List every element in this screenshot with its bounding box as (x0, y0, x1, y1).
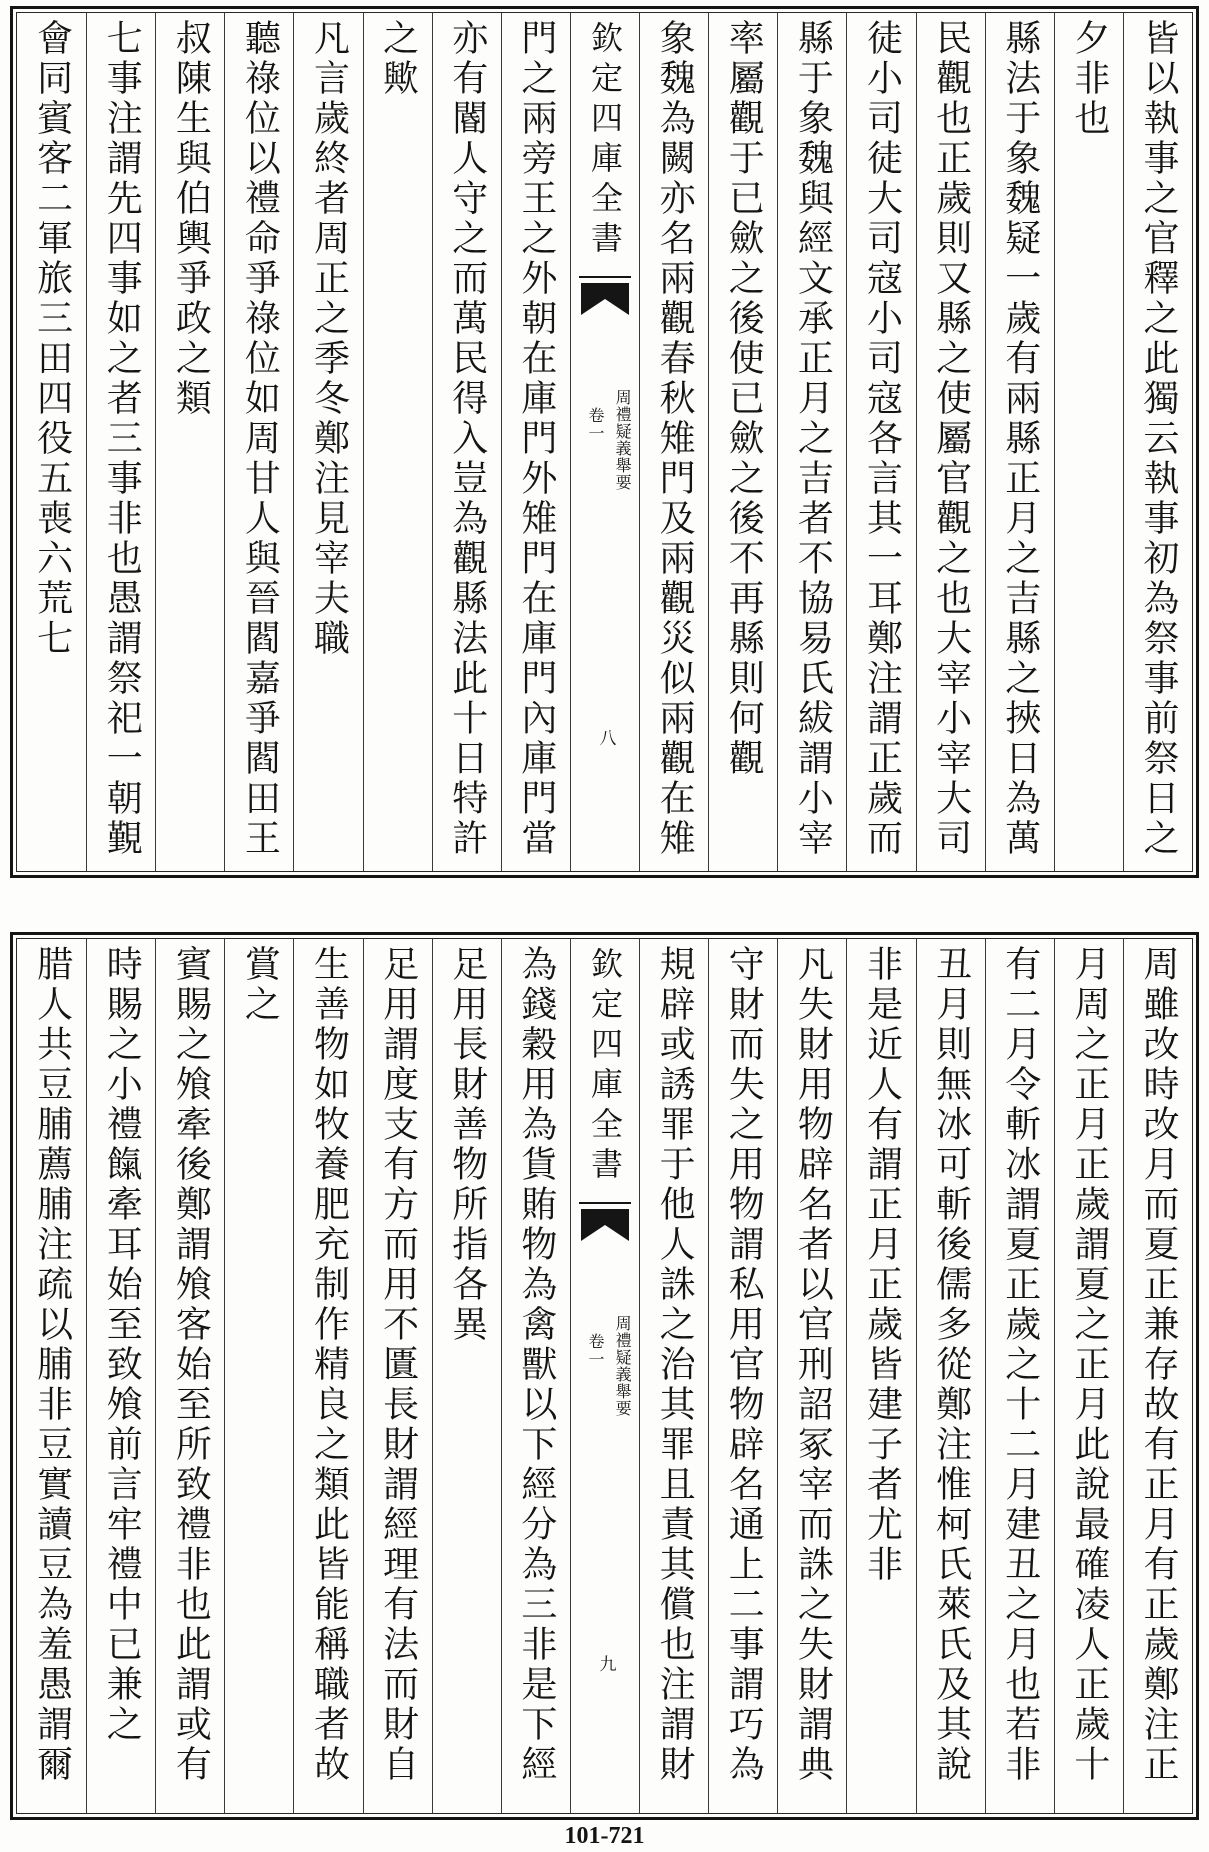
text-column (224, 939, 293, 1813)
text-column (432, 939, 501, 1813)
text-column (363, 939, 432, 1813)
column-text: 規辟或誘罪于他人誅之治其罪且責其償也注謂財 (654, 945, 696, 1785)
column-text: 守財而失之用物謂私用官物辟名通上二事謂巧為 (723, 945, 765, 1785)
column-text: 夕非也 (1068, 19, 1110, 139)
text-column (293, 13, 362, 871)
column-text: 民觀也正歲則又縣之使屬官觀之也大宰小宰大司 (930, 19, 972, 859)
text-column (916, 13, 985, 871)
text-column (17, 13, 86, 871)
text-column (86, 13, 155, 871)
folio-number: 八 (595, 729, 616, 746)
column-grid (16, 12, 1193, 872)
column-text: 非是近人有謂正月正歲皆建子者尤非 (861, 945, 903, 1585)
column-text: 凡言歲終者周正之季冬鄭注見宰夫職 (308, 19, 350, 659)
text-column (86, 939, 155, 1813)
column-grid (16, 938, 1193, 1814)
column-text: 時賜之小禮餼牽耳始至致飧前言牢禮中已兼之 (101, 945, 143, 1745)
folio-number: 九 (595, 1655, 616, 1672)
column-text: 聽祿位以禮命爭祿位如周甘人與晉閻嘉爭閻田王 (239, 19, 281, 859)
column-text: 賓賜之飧牽後鄭謂飧客始至所致禮非也此謂或有 (170, 945, 212, 1785)
column-text: 之歟 (377, 19, 419, 99)
series-title: 欽定四庫全書 (586, 947, 624, 1187)
column-text: 月周之正月正歲謂夏之正月此說最確凌人正歲十 (1068, 945, 1110, 1785)
text-column (432, 13, 501, 871)
page-number: 101-721 (564, 1823, 645, 1849)
text-column (985, 13, 1054, 871)
column-text: 為錢穀用為貨賄物為禽獸以下經分為三非是下經 (515, 945, 557, 1785)
center-fold-column (570, 939, 639, 1813)
column-text: 縣法于象魏疑一歲有兩縣正月之吉縣之挾日為萬 (999, 19, 1041, 859)
book-title: 周禮疑義舉要 (613, 389, 633, 491)
text-column (708, 13, 777, 871)
text-column (639, 939, 708, 1813)
upper-folio-frame (10, 6, 1199, 878)
text-column (501, 13, 570, 871)
juan-label: 卷一 (585, 1333, 605, 1369)
text-column (1054, 13, 1123, 871)
lower-folio-frame (10, 932, 1199, 1820)
column-text: 亦有閽人守之而萬民得入豈為觀縣法此十日特許 (446, 19, 488, 859)
text-column (501, 939, 570, 1813)
column-text: 皆以執事之官釋之此獨云執事初為祭事前祭日之 (1137, 19, 1179, 859)
column-text: 周雖改時改月而夏正兼存故有正月有正歲鄭注正 (1137, 945, 1179, 1785)
column-text: 率屬觀于已歛之後使已歛之後不再縣則何觀 (723, 19, 765, 779)
column-text: 徒小司徒大司寇小司寇各言其一耳鄭注謂正歲而 (861, 19, 903, 859)
column-text: 門之兩旁王之外朝在庫門外雉門在庫門內庫門當 (515, 19, 557, 859)
text-column (708, 939, 777, 1813)
text-column (846, 13, 915, 871)
text-column (363, 13, 432, 871)
fish-tail-mark-icon (579, 1201, 631, 1247)
column-text: 生善物如牧養肥充制作精良之類此皆能稱職者故 (308, 945, 350, 1785)
juan-label: 卷一 (585, 407, 605, 443)
text-column (1123, 13, 1192, 871)
column-text: 腊人共豆脯薦脯注疏以脯非豆實讀豆為羞愚謂爾 (31, 945, 73, 1785)
text-column (777, 13, 846, 871)
text-column (224, 13, 293, 871)
text-column (985, 939, 1054, 1813)
fish-tail-mark-icon (579, 275, 631, 321)
column-text: 叔陳生與伯輿爭政之類 (170, 19, 212, 419)
text-column (1054, 939, 1123, 1813)
text-column (1123, 939, 1192, 1813)
column-text: 縣于象魏與經文承正月之吉者不協易氏紱謂小宰 (792, 19, 834, 859)
text-column (639, 13, 708, 871)
column-text: 賞之 (239, 945, 281, 1025)
text-column (155, 13, 224, 871)
column-text: 凡失財用物辟名者以官刑詔冢宰而誅之失財謂典 (792, 945, 834, 1785)
column-text: 會同賓客二軍旅三田四役五喪六荒七 (31, 19, 73, 659)
text-column (293, 939, 362, 1813)
text-column (846, 939, 915, 1813)
column-text: 足用謂度支有方而用不匱長財謂經理有法而財自 (377, 945, 419, 1785)
text-column (916, 939, 985, 1813)
column-text: 象魏為闕亦名兩觀春秋雉門及兩觀災似兩觀在雉 (654, 19, 696, 859)
column-text: 七事注謂先四事如之者三事非也愚謂祭祀一朝覲 (101, 19, 143, 859)
series-title: 欽定四庫全書 (586, 21, 624, 261)
column-text: 丑月則無冰可斬後儒多從鄭注惟柯氏萊氏及其說 (930, 945, 972, 1785)
text-column (155, 939, 224, 1813)
column-text: 有二月令斬冰謂夏正歲之十二月建丑之月也若非 (999, 945, 1041, 1785)
book-title: 周禮疑義舉要 (613, 1315, 633, 1417)
text-column (777, 939, 846, 1813)
center-fold-column (570, 13, 639, 871)
column-text: 足用長財善物所指各異 (446, 945, 488, 1345)
text-column (17, 939, 86, 1813)
